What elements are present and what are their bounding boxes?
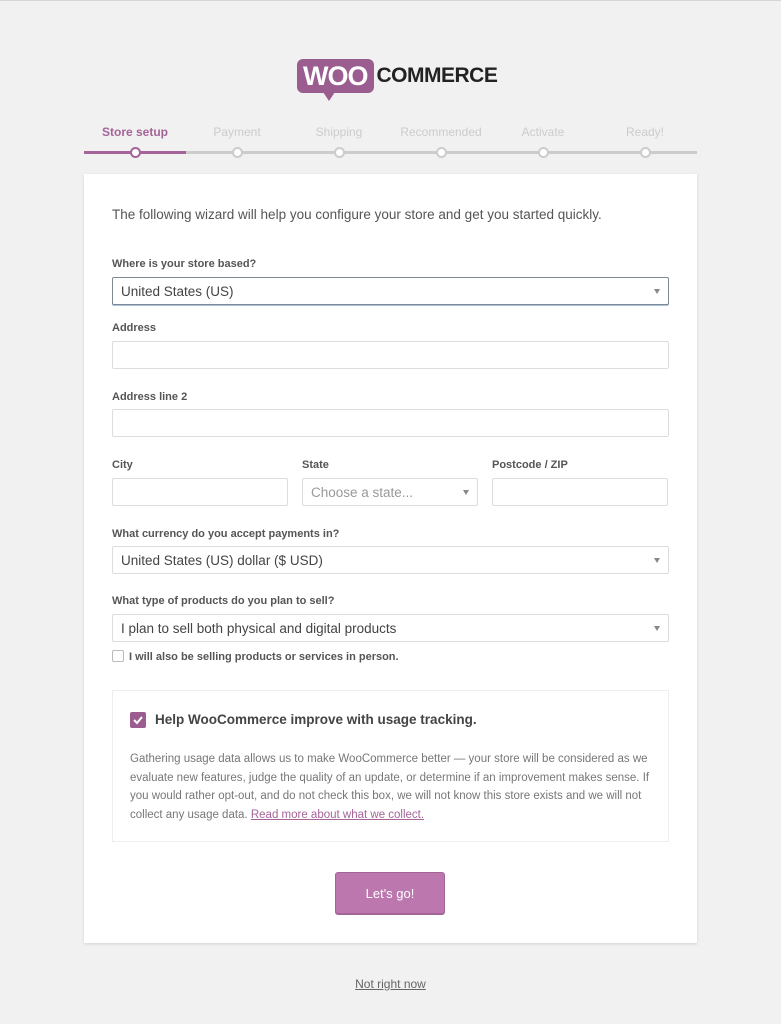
chevron-down-icon — [654, 289, 660, 294]
step-dot — [538, 147, 549, 158]
step-dot — [334, 147, 345, 158]
step-label: Store setup — [101, 125, 168, 139]
step-label: Ready! — [625, 125, 665, 139]
usage-tracking-checkbox[interactable] — [130, 712, 146, 728]
step-ready — [594, 125, 696, 143]
currency-select-value: United States (US) dollar ($ USD) — [121, 553, 323, 568]
address2-input[interactable] — [112, 409, 669, 437]
step-dot — [232, 147, 243, 158]
state-select[interactable] — [302, 478, 478, 506]
logo-commerce-text: COMMERCE — [376, 64, 498, 87]
step-activate — [492, 125, 594, 143]
currency-select[interactable] — [112, 546, 669, 574]
chevron-down-icon — [463, 490, 469, 495]
usage-tracking-box — [112, 690, 669, 842]
step-label: Activate — [521, 125, 565, 139]
step-dot — [436, 147, 447, 158]
step-recommended — [390, 125, 492, 143]
country-select-value: United States (US) — [121, 284, 234, 299]
step-label: Recommended — [400, 125, 482, 139]
city-label: City — [112, 459, 133, 471]
address-label: Address — [112, 322, 157, 334]
chevron-down-icon — [654, 626, 660, 631]
step-label: Payment — [213, 125, 261, 139]
step-payment — [186, 125, 288, 143]
not-right-now-link[interactable]: Not right now — [355, 977, 426, 991]
product-type-label: What type of products do you plan to sell? — [112, 595, 335, 607]
postcode-label: Postcode / ZIP — [492, 459, 568, 471]
address-input[interactable] — [112, 341, 669, 369]
setup-steps — [84, 125, 697, 157]
lets-go-button[interactable]: Let's go! — [335, 872, 445, 915]
country-label: Where is your store based? — [112, 258, 257, 270]
in-person-checkbox[interactable] — [112, 650, 124, 662]
step-dot — [130, 147, 141, 158]
step-dot — [640, 147, 651, 158]
step-shipping — [288, 125, 390, 143]
usage-tracking-title: Help WooCommerce improve with usage tracking. — [155, 712, 477, 727]
woocommerce-logo — [297, 56, 498, 96]
chevron-down-icon — [654, 558, 660, 563]
step-store-setup — [84, 125, 186, 143]
postcode-input[interactable] — [492, 478, 668, 506]
read-more-link[interactable]: Read more about what we collect. — [250, 808, 425, 821]
address2-label: Address line 2 — [112, 391, 188, 403]
country-select[interactable] — [112, 277, 669, 305]
in-person-label: I will also be selling products or services in person. — [129, 651, 399, 663]
state-select-placeholder: Choose a state... — [311, 485, 414, 500]
intro-text: The following wizard will help you configure your store and get you started quickly. — [112, 207, 602, 222]
city-input[interactable] — [112, 478, 288, 506]
product-type-select-value: I plan to sell both physical and digital products — [121, 621, 397, 636]
checkmark-icon — [132, 714, 144, 726]
state-label: State — [302, 459, 329, 471]
usage-tracking-text: Gathering usage data allows us to make WooCommerce better — your store will be considered as we evaluate new features, judge the quality of an update, or determine if an improvement makes sense. If you would rather opt-out, and do not check this box, we will not know this store exists and we will not collect any usage data. — [130, 753, 650, 821]
setup-card — [84, 174, 697, 943]
usage-tracking-description — [130, 750, 650, 824]
step-label: Shipping — [315, 125, 363, 139]
product-type-select[interactable] — [112, 614, 669, 642]
currency-label: What currency do you accept payments in? — [112, 528, 340, 540]
logo-woo-bubble: WOO — [297, 59, 374, 93]
